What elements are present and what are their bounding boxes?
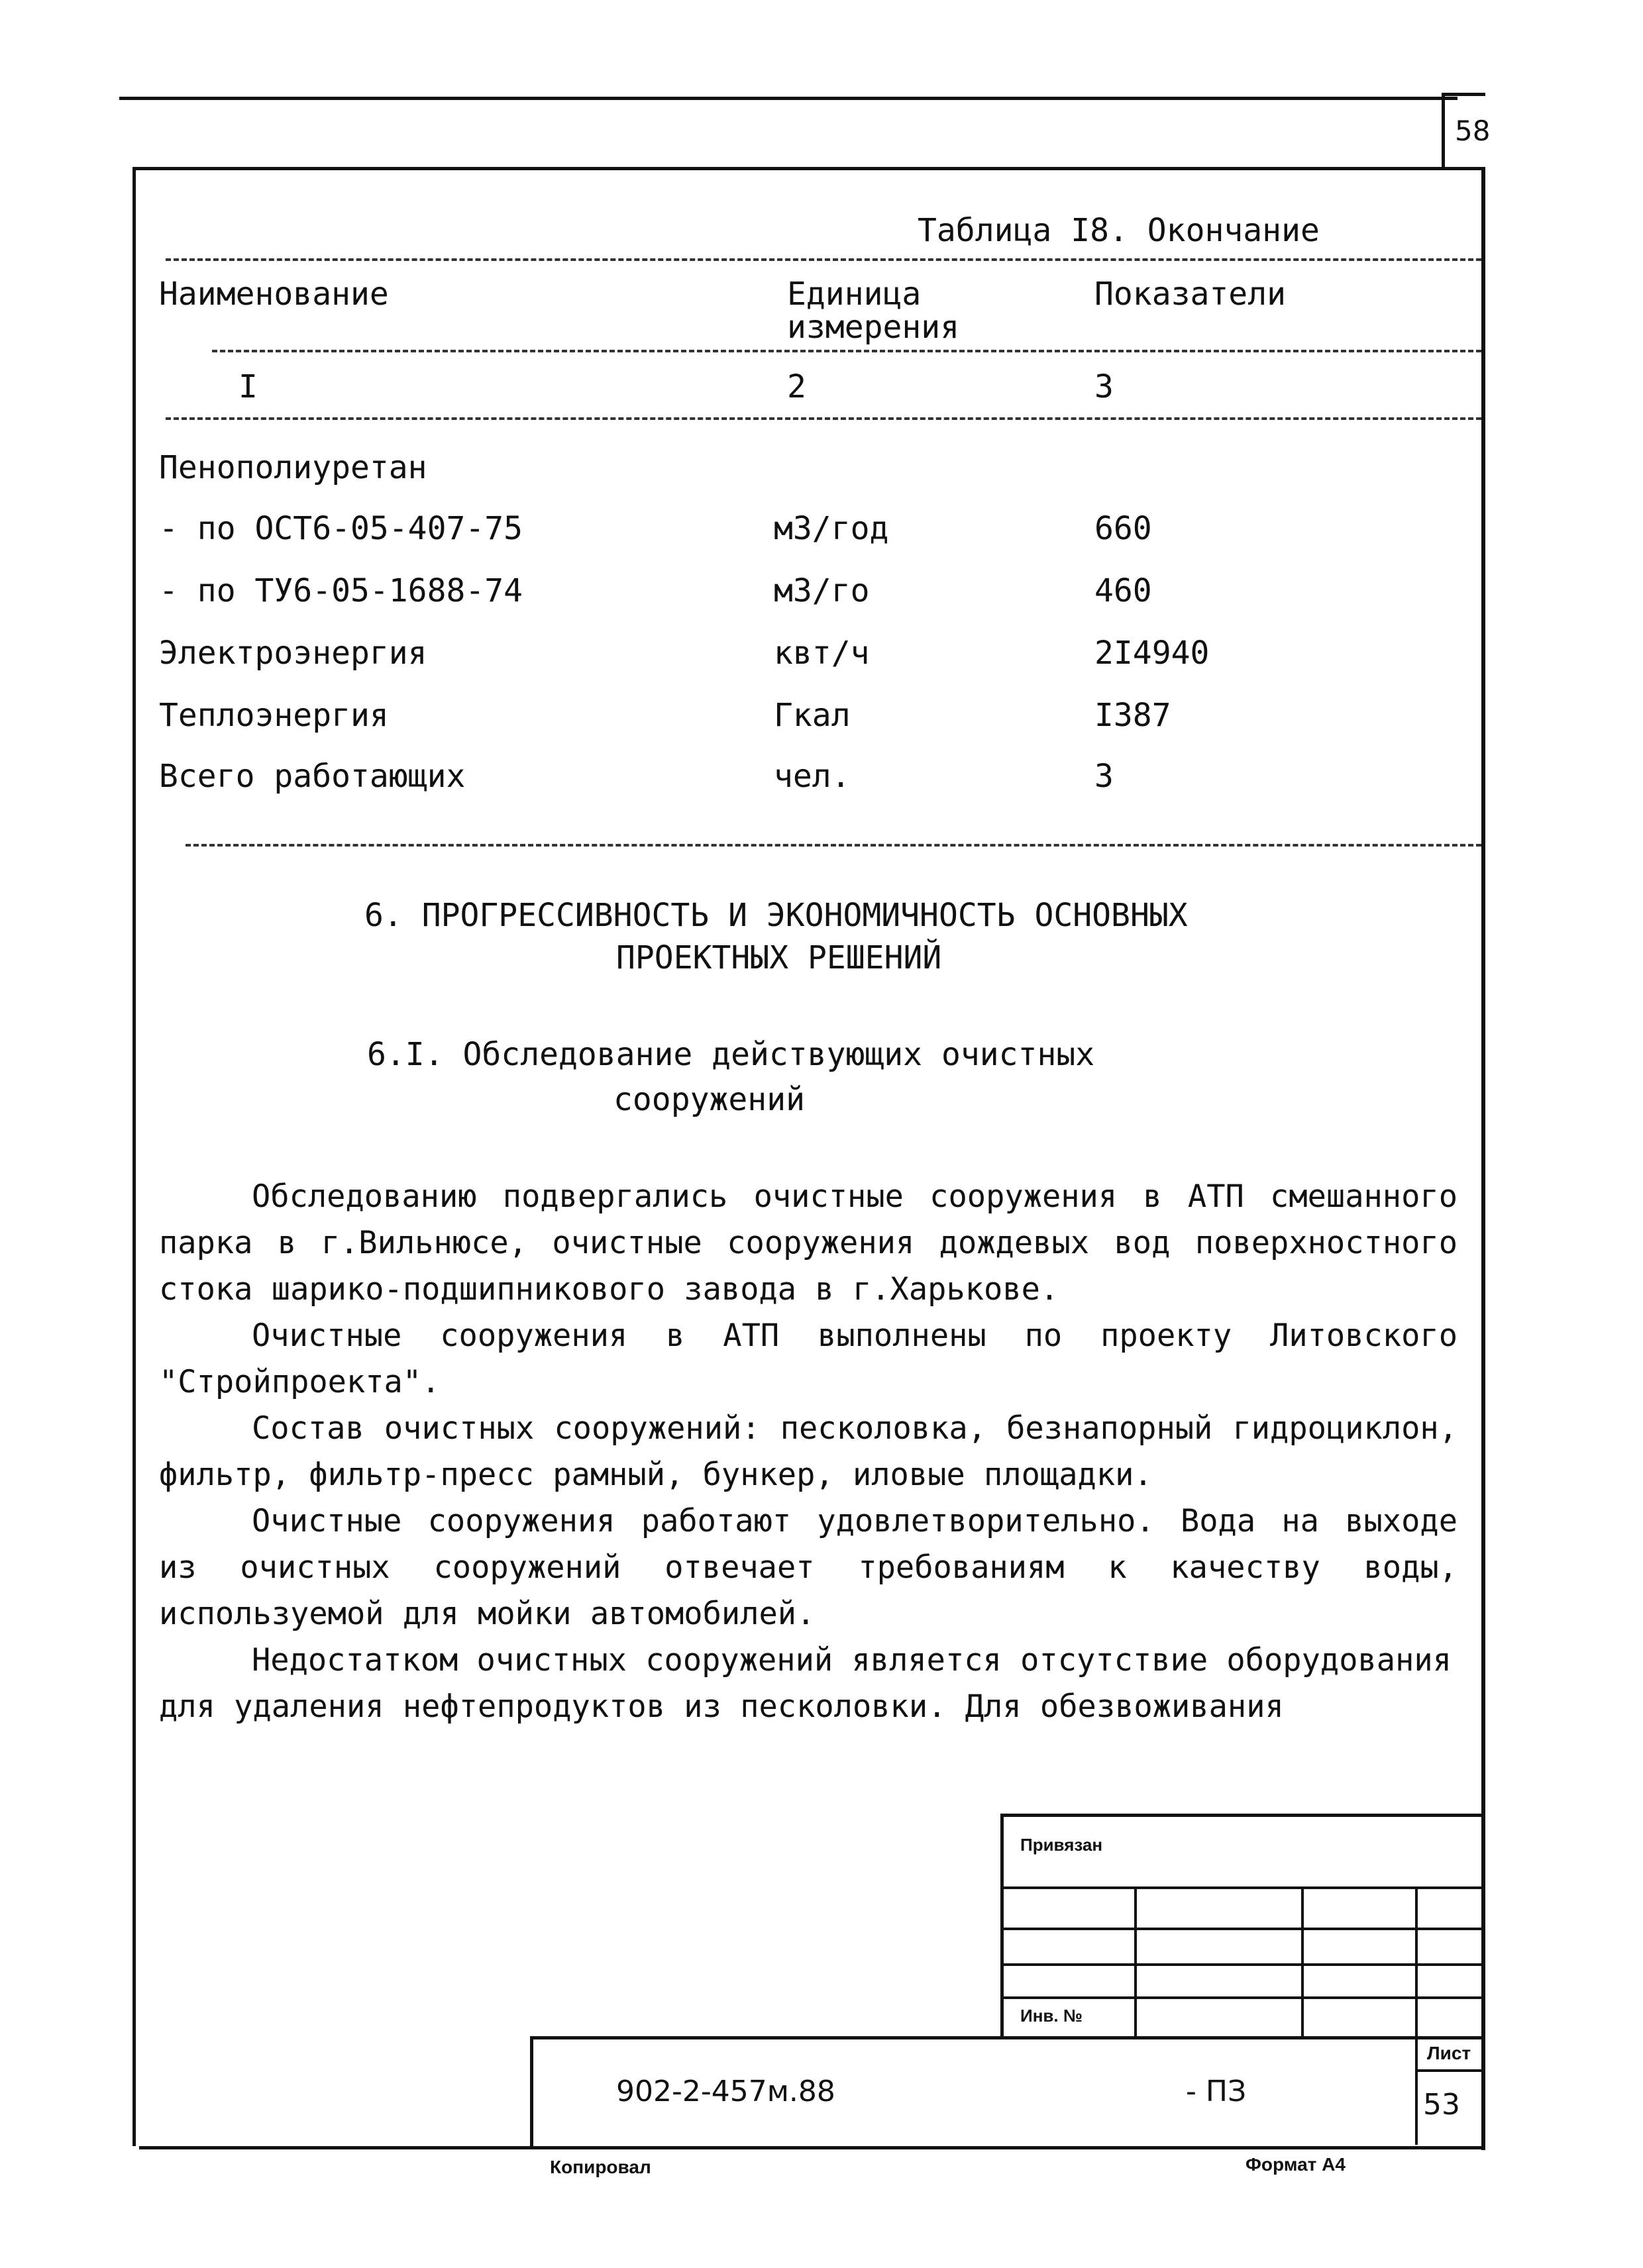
header-unit-line2: измерения	[787, 309, 960, 346]
table-row-value: 460	[1094, 572, 1152, 609]
table-row-value: 2I4940	[1094, 635, 1210, 672]
table-row-unit: чел.	[774, 758, 851, 795]
paragraph: Недостатком очистных сооружений является отсутствие оборудования для удаления нефтепродуктов из песколовки. Для обезвоживания	[159, 1642, 1452, 1725]
format-label: Формат А4	[1246, 2154, 1346, 2175]
section-heading-line2: ПРОЕКТНЫХ РЕШЕНИЙ	[616, 939, 942, 976]
table-row-unit: квт/ч	[774, 635, 870, 672]
table-row-value: I387	[1094, 697, 1171, 734]
header-unit-line1: Единица	[787, 276, 922, 313]
linked-label: Привязан	[1020, 1835, 1103, 1855]
document-code: 902-2-457м.88	[616, 2075, 835, 2108]
table-header-bottom-rule	[166, 417, 1481, 420]
table-row-name: Теплоэнергия	[159, 697, 389, 734]
column-number-1: I	[238, 368, 258, 405]
section-heading-line1: 6. ПРОГРЕССИВНОСТЬ И ЭКОНОМИЧНОСТЬ ОСНОВНЫХ	[364, 897, 1188, 934]
stamp-row-line	[1000, 1963, 1484, 1966]
page-number-box-left	[1442, 93, 1445, 169]
body-text	[159, 1174, 1458, 1730]
header-name: Наименование	[159, 276, 389, 313]
table-row-value: 660	[1094, 510, 1152, 547]
page-number: 58	[1455, 115, 1491, 147]
paragraph: Очистные сооружения в АТП выполнены по проекту Литовского "Стройпроекта".	[159, 1317, 1458, 1400]
sheet-label-divider	[1415, 2069, 1484, 2072]
table-row-value: 3	[1094, 758, 1114, 795]
paragraph: Очистные сооружения работают удовлетворительно. Вода на выходе из очистных сооружений отвечает требованиям к качеству воды, используемой для мойки автомобилей.	[159, 1503, 1458, 1632]
paragraph: Состав очистных сооружений: песколовка, безнапорный гидроциклон, фильтр, фильтр-пресс рамный, бункер, иловые площадки.	[159, 1410, 1458, 1493]
bottom-rule	[139, 2146, 1484, 2149]
table-caption: Таблица I8. Окончание	[918, 212, 1320, 249]
paragraph: Обследованию подвергались очистные сооружения в АТП смешанного парка в г.Вильнюсе, очистные сооружения дождевых вод поверхностного стока шарико-подшипникового завода в г.Харькове.	[159, 1178, 1458, 1308]
subsection-heading-line1: 6.I. Обследование действующих очистных	[367, 1036, 1095, 1073]
stamp-top	[1000, 1814, 1484, 1817]
subsection-heading-line2: сооружений	[613, 1081, 805, 1118]
top-rule	[119, 97, 1458, 100]
title-block-left	[530, 2036, 533, 2149]
table-row-name: Всего работающих	[159, 758, 466, 795]
table-row-unit: м3/год	[774, 510, 889, 547]
stamp-col-line	[1301, 1886, 1304, 2039]
frame-left	[132, 167, 136, 2146]
stamp-row-line	[1000, 1886, 1484, 1889]
table-header-top-rule	[166, 258, 1481, 261]
stamp-col-line	[1134, 1886, 1137, 2039]
table-row-name: Пенополиуретан	[159, 449, 427, 486]
table-header-mid-rule	[212, 350, 1481, 352]
table-row-name: - по ТУ6-05-1688-74	[159, 572, 523, 609]
copied-by-label: Копировал	[550, 2157, 651, 2177]
table-row-unit: Гкал	[774, 697, 851, 734]
title-block-top	[530, 2036, 1484, 2039]
page-number-box-top	[1442, 93, 1485, 96]
table-row-name: Электроэнергия	[159, 635, 427, 672]
frame-top	[132, 167, 1484, 170]
stamp-col-line	[1415, 1886, 1418, 2145]
table-row-name: - по ОСТ6-05-407-75	[159, 510, 523, 547]
column-number-2: 2	[787, 368, 806, 405]
sheet-label: Лист	[1427, 2043, 1471, 2063]
stamp-left	[1000, 1814, 1004, 2039]
column-number-3: 3	[1094, 368, 1114, 405]
stamp-row-line	[1000, 1928, 1484, 1930]
table-bottom-rule	[186, 844, 1481, 847]
sheet-number: 53	[1423, 2088, 1460, 2122]
frame-right	[1481, 167, 1485, 2150]
header-value: Показатели	[1094, 276, 1286, 313]
stamp-row-line	[1000, 1996, 1484, 1999]
table-row-unit: м3/го	[774, 572, 870, 609]
document-suffix: - ПЗ	[1186, 2075, 1247, 2108]
inventory-number-label: Инв. №	[1020, 2006, 1083, 2026]
